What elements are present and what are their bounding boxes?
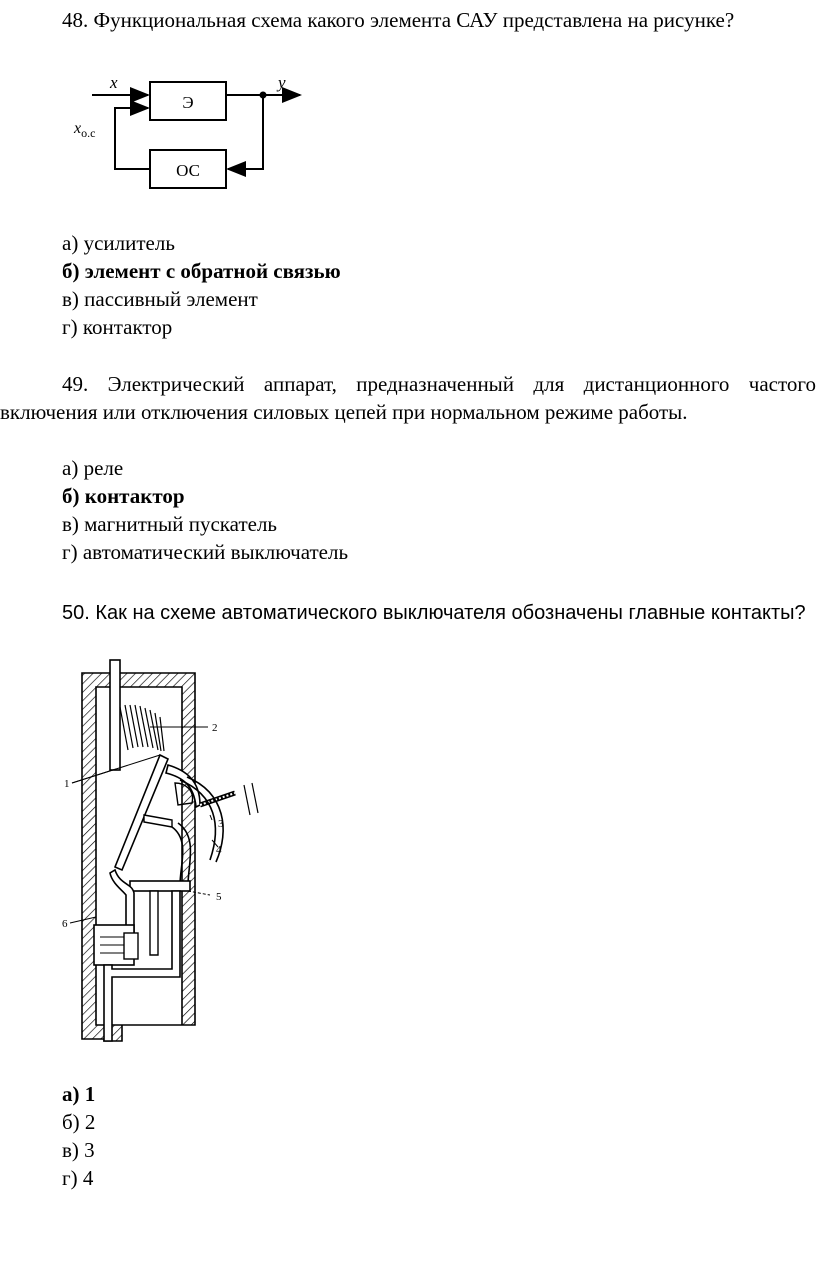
label-4: 4 — [216, 844, 222, 856]
q49-option-d: г) автоматический выключатель — [62, 540, 349, 564]
q49-option-b: б) контактор — [62, 484, 185, 508]
q50-option-a: а) 1 — [62, 1082, 96, 1106]
sau-feedback-diagram — [60, 70, 320, 200]
label-2: 2 — [212, 722, 218, 734]
label-1: 1 — [64, 778, 70, 790]
q48-option-a: а) усилитель — [62, 231, 175, 255]
q48-option-d: г) контактор — [62, 315, 173, 339]
label-5: 5 — [216, 891, 222, 903]
question-49-text: 49. Электрический аппарат, предназначенный для дистанционного частого включения или отключения силовых цепей при нормальном режиме работы. — [0, 372, 816, 424]
circuit-breaker-diagram — [60, 655, 260, 1050]
question-48-text: 48. Функциональная схема какого элемента САУ представлена на рисунке? — [62, 8, 735, 32]
block-main-label: Э — [182, 93, 194, 112]
q48-option-b: б) элемент с обратной связью — [62, 259, 341, 283]
q48-option-c: в) пассивный элемент — [62, 287, 258, 311]
q50-option-d: г) 4 — [62, 1166, 94, 1190]
feedback-label: $x_{о.с}$ — [74, 120, 96, 140]
label-6: 6 — [62, 918, 68, 930]
output-label: y — [278, 73, 286, 92]
q50-option-c: в) 3 — [62, 1138, 95, 1162]
input-label: x — [110, 73, 118, 92]
block-feedback-label: ОС — [176, 161, 200, 180]
q49-option-a: а) реле — [62, 456, 124, 480]
q49-option-c: в) магнитный пускатель — [62, 512, 278, 536]
q50-option-b: б) 2 — [62, 1110, 96, 1134]
label-3: 3 — [218, 818, 224, 830]
question-50-text: 50. Как на схеме автоматического выключателя обозначены главные контакты? — [62, 602, 806, 624]
